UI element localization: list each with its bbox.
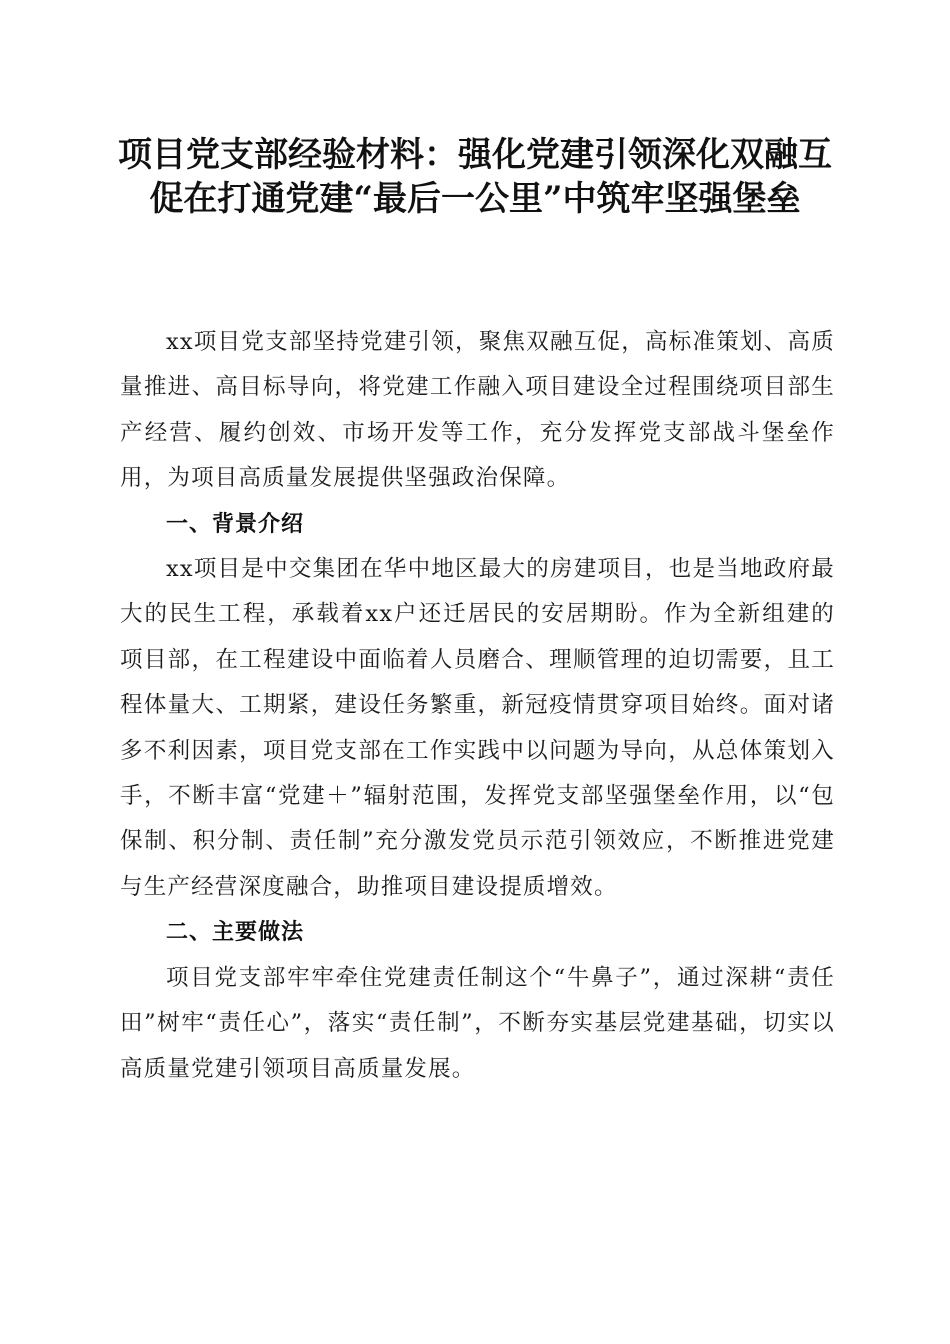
main-practices-paragraph: 项目党支部牢牢牵住党建责任制这个“牛鼻子”，通过深耕“责任田”树牢“责任心”，落实“责任制”，不断夯实基层党建基础，切实以高质量党建引领项目高质量发展。 [120, 964, 835, 1082]
section-heading-background: 一、背景介绍 [166, 511, 305, 537]
document-body [120, 320, 835, 1092]
background-paragraph: xx项目是中交集团在华中地区最大的房建项目，也是当地政府最大的民生工程，承载着xx户还迁居民的安居期盼。作为全新组建的项目部，在工程建设中面临着人员磨合、理顺管理的迫切需要，且工程体量大、工期紧，建设任务繁重，新冠疫情贯穿项目始终。面对诸多不利因素，项目党支部在工作实践中以问题为导向，从总体策划入手，不断丰富“党建＋”辐射范围，发挥党支部坚强堡垒作用，以“包保制、积分制、责任制”充分激发党员示范引领效应，不断推进党建与生产经营深度融合，助推项目建设提质增效。 [120, 556, 835, 900]
section-heading-main-practices: 二、主要做法 [166, 920, 305, 946]
intro-paragraph: xx项目党支部坚持党建引领，聚焦双融互促，高标准策划、高质量推进、高目标导向，将党建工作融入项目建设全过程围绕项目部生产经营、履约创效、市场开发等工作，充分发挥党支部战斗堡垒作用，为项目高质量发展提供坚强政治保障。 [120, 329, 835, 492]
document-title: 项目党支部经验材料：强化党建引领深化双融互促在打通党建“最后一公里”中筑牢坚强堡垒 [118, 135, 832, 219]
